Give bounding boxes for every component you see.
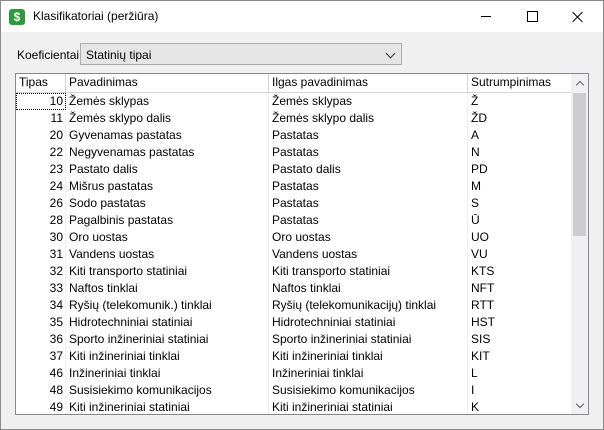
table-row[interactable] <box>16 178 572 195</box>
table-row[interactable] <box>16 399 572 415</box>
cell-pavadinimas[interactable]: Sporto inžineriniai statiniai <box>66 331 269 348</box>
cell-tipas[interactable]: 22 <box>16 144 66 161</box>
cell-pavadinimas[interactable]: Žemės sklypas <box>66 93 269 110</box>
window-title: Klasifikatoriai (peržiūra) <box>33 9 159 23</box>
cell-sutrumpinimas[interactable]: I <box>468 382 572 399</box>
cell-tipas[interactable]: 46 <box>16 365 66 382</box>
cell-pavadinimas[interactable]: Hidrotechniniai statiniai <box>66 314 269 331</box>
table-row[interactable] <box>16 331 572 348</box>
minimize-icon <box>481 16 491 17</box>
cell-tipas[interactable]: 36 <box>16 331 66 348</box>
cell-tipas[interactable]: 35 <box>16 314 66 331</box>
title-bar[interactable] <box>1 1 603 32</box>
column-header-sutrumpinimas[interactable]: Sutrumpinimas <box>468 74 572 92</box>
cell-sutrumpinimas[interactable]: K <box>468 399 572 415</box>
cell-sutrumpinimas[interactable]: S <box>468 195 572 212</box>
cell-pavadinimas[interactable]: Naftos tinklai <box>66 280 269 297</box>
scroll-up-button[interactable] <box>571 74 588 91</box>
minimize-button[interactable] <box>463 1 509 32</box>
cell-sutrumpinimas[interactable]: RTT <box>468 297 572 314</box>
table-row[interactable] <box>16 263 572 280</box>
cell-tipas[interactable]: 49 <box>16 399 66 415</box>
cell-sutrumpinimas[interactable]: PD <box>468 161 572 178</box>
cell-pavadinimas[interactable]: Žemės sklypo dalis <box>66 110 269 127</box>
cell-sutrumpinimas[interactable]: HST <box>468 314 572 331</box>
cell-ilgas-pavadinimas[interactable]: Kiti inžineriniai tinklai <box>269 348 468 365</box>
scroll-down-button[interactable] <box>571 397 588 414</box>
cell-ilgas-pavadinimas[interactable]: Vandens uostas <box>269 246 468 263</box>
cell-ilgas-pavadinimas[interactable]: Pastatas <box>269 144 468 161</box>
table-row[interactable] <box>16 229 572 246</box>
close-icon <box>572 11 584 23</box>
cell-sutrumpinimas[interactable]: M <box>468 178 572 195</box>
cell-tipas[interactable]: 26 <box>16 195 66 212</box>
cell-pavadinimas[interactable]: Gyvenamas pastatas <box>66 127 269 144</box>
cell-sutrumpinimas[interactable]: Ž <box>468 93 572 110</box>
cell-pavadinimas[interactable]: Oro uostas <box>66 229 269 246</box>
table-row[interactable] <box>16 280 572 297</box>
cell-ilgas-pavadinimas[interactable]: Sporto inžineriniai statiniai <box>269 331 468 348</box>
cell-sutrumpinimas[interactable]: UO <box>468 229 572 246</box>
filter-label: Koeficientai <box>17 48 80 62</box>
table-row[interactable] <box>16 297 572 314</box>
cell-pavadinimas[interactable]: Inžineriniai tinklai <box>66 365 269 382</box>
cell-sutrumpinimas[interactable]: N <box>468 144 572 161</box>
classifier-table <box>15 73 589 415</box>
cell-sutrumpinimas[interactable]: A <box>468 127 572 144</box>
table-row[interactable] <box>16 110 572 127</box>
cell-sutrumpinimas[interactable]: VU <box>468 246 572 263</box>
table-row[interactable] <box>16 161 572 178</box>
scrollbar-thumb[interactable] <box>573 93 586 236</box>
cell-pavadinimas[interactable]: Vandens uostas <box>66 246 269 263</box>
cell-ilgas-pavadinimas[interactable]: Kiti transporto statiniai <box>269 263 468 280</box>
cell-tipas[interactable]: 33 <box>16 280 66 297</box>
cell-ilgas-pavadinimas[interactable]: Pastatas <box>269 195 468 212</box>
cell-ilgas-pavadinimas[interactable]: Ryšių (telekomunikacijų) tinklai <box>269 297 468 314</box>
cell-tipas[interactable]: 32 <box>16 263 66 280</box>
cell-tipas[interactable]: 34 <box>16 297 66 314</box>
chevron-down-icon <box>386 49 396 59</box>
cell-tipas[interactable]: 24 <box>16 178 66 195</box>
cell-pavadinimas[interactable]: Kiti inžineriniai tinklai <box>66 348 269 365</box>
cell-ilgas-pavadinimas[interactable]: Žemės sklypo dalis <box>269 110 468 127</box>
chevron-down-icon <box>575 400 583 408</box>
table-row[interactable] <box>16 127 572 144</box>
cell-sutrumpinimas[interactable]: ŽD <box>468 110 572 127</box>
classifier-dropdown[interactable] <box>80 43 402 65</box>
table-row[interactable] <box>16 348 572 365</box>
cell-pavadinimas[interactable]: Kiti transporto statiniai <box>66 263 269 280</box>
cell-sutrumpinimas[interactable]: KIT <box>468 348 572 365</box>
cell-pavadinimas[interactable]: Ryšių (telekomunik.) tinklai <box>66 297 269 314</box>
cell-ilgas-pavadinimas[interactable]: Kiti inžineriniai statiniai <box>269 399 468 415</box>
cell-pavadinimas[interactable]: Sodo pastatas <box>66 195 269 212</box>
cell-ilgas-pavadinimas[interactable]: Pastatas <box>269 127 468 144</box>
table-row[interactable] <box>16 93 572 110</box>
cell-ilgas-pavadinimas[interactable]: Pastato dalis <box>269 161 468 178</box>
cell-tipas[interactable]: 48 <box>16 382 66 399</box>
column-header-pavadinimas[interactable]: Pavadinimas <box>66 74 269 92</box>
cell-sutrumpinimas[interactable]: Ū <box>468 212 572 229</box>
cell-tipas[interactable]: 30 <box>16 229 66 246</box>
cell-ilgas-pavadinimas[interactable]: Pastatas <box>269 212 468 229</box>
cell-tipas[interactable]: 11 <box>16 110 66 127</box>
cell-tipas[interactable]: 31 <box>16 246 66 263</box>
maximize-button[interactable] <box>509 1 555 32</box>
cell-sutrumpinimas[interactable]: SIS <box>468 331 572 348</box>
close-button[interactable] <box>555 1 601 32</box>
cell-ilgas-pavadinimas[interactable]: Hidrotechniniai statiniai <box>269 314 468 331</box>
cell-tipas[interactable]: 10 <box>16 93 66 110</box>
table-row[interactable] <box>16 382 572 399</box>
table-header <box>16 74 572 93</box>
table-row[interactable] <box>16 246 572 263</box>
dollar-app-icon <box>9 9 25 25</box>
cell-pavadinimas[interactable]: Pastato dalis <box>66 161 269 178</box>
cell-ilgas-pavadinimas[interactable]: Pastatas <box>269 178 468 195</box>
cell-tipas[interactable]: 23 <box>16 161 66 178</box>
column-header-ilgas-pavadinimas[interactable]: Ilgas pavadinimas <box>269 74 468 92</box>
cell-ilgas-pavadinimas[interactable]: Susisiekimo komunikacijos <box>269 382 468 399</box>
cell-pavadinimas[interactable]: Kiti inžineriniai statiniai <box>66 399 269 415</box>
cell-ilgas-pavadinimas[interactable]: Naftos tinklai <box>269 280 468 297</box>
cell-tipas[interactable]: 20 <box>16 127 66 144</box>
cell-sutrumpinimas[interactable]: L <box>468 365 572 382</box>
cell-sutrumpinimas[interactable]: KTS <box>468 263 572 280</box>
cell-pavadinimas[interactable]: Pagalbinis pastatas <box>66 212 269 229</box>
cell-tipas[interactable]: 37 <box>16 348 66 365</box>
cell-ilgas-pavadinimas[interactable]: Žemės sklypas <box>269 93 468 110</box>
cell-pavadinimas[interactable]: Susisiekimo komunikacijos <box>66 382 269 399</box>
table-row[interactable] <box>16 314 572 331</box>
chevron-up-icon <box>575 80 583 88</box>
column-header-tipas[interactable]: Tipas <box>16 74 66 92</box>
cell-ilgas-pavadinimas[interactable]: Inžineriniai tinklai <box>269 365 468 382</box>
vertical-scrollbar[interactable] <box>571 74 588 414</box>
cell-pavadinimas[interactable]: Mišrus pastatas <box>66 178 269 195</box>
table-row[interactable] <box>16 144 572 161</box>
classifier-dropdown-value: Statinių tipai <box>86 48 152 62</box>
table-row[interactable] <box>16 365 572 382</box>
cell-pavadinimas[interactable]: Negyvenamas pastatas <box>66 144 269 161</box>
table-row[interactable] <box>16 212 572 229</box>
maximize-icon <box>527 11 538 22</box>
table-row[interactable] <box>16 195 572 212</box>
cell-tipas[interactable]: 28 <box>16 212 66 229</box>
table-body <box>16 93 572 415</box>
cell-sutrumpinimas[interactable]: NFT <box>468 280 572 297</box>
cell-ilgas-pavadinimas[interactable]: Oro uostas <box>269 229 468 246</box>
